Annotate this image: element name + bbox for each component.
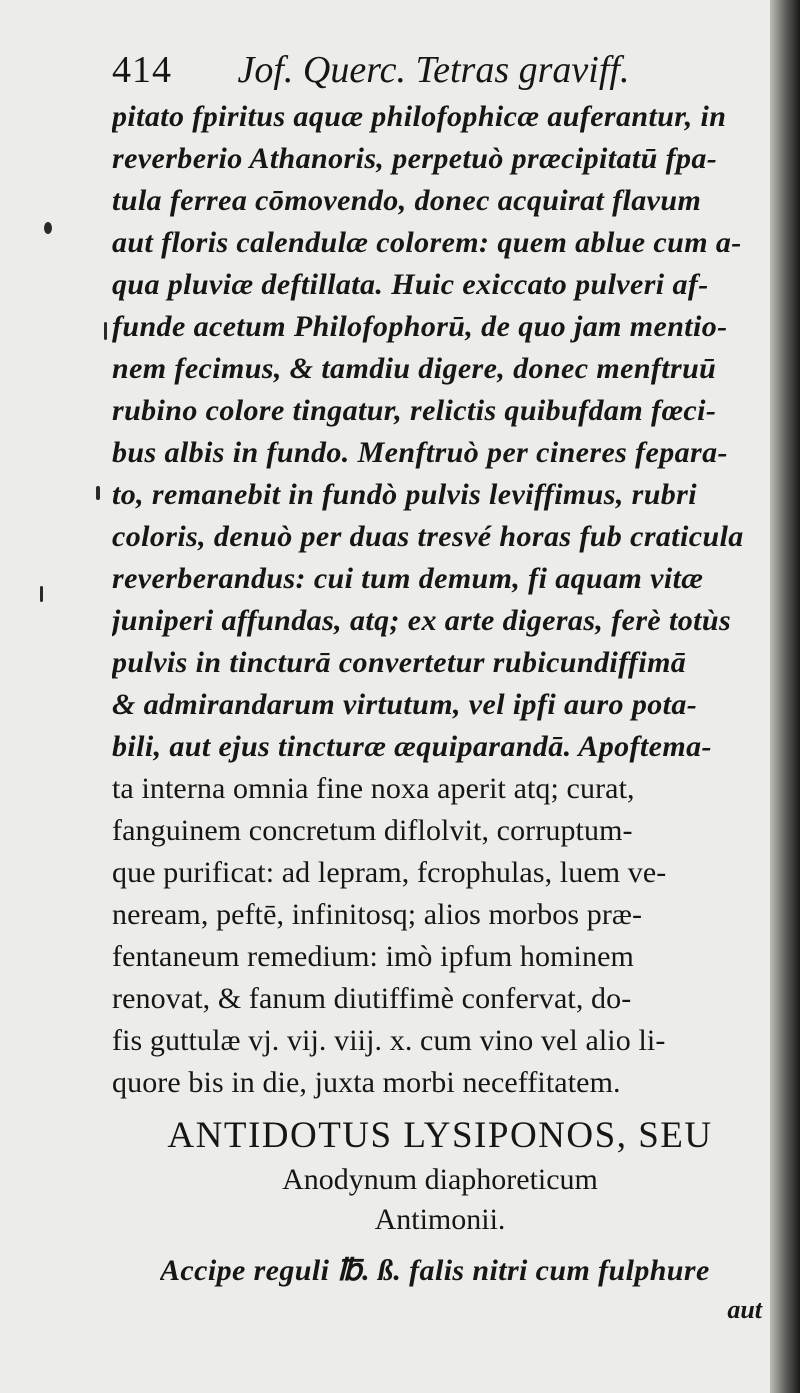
body-line: renovat, & fanum diutiffimè confervat, do- — [112, 982, 632, 1015]
section-heading — [112, 1112, 768, 1240]
section-heading-line-2: Anodynum diaphoreticum — [282, 1163, 598, 1196]
body-line: qua pluviæ deftillata. Huic exiccato pulveri af- — [112, 268, 709, 301]
body-line: fis guttulæ vj. vij. viij. x. cum vino vel alio li- — [112, 1024, 666, 1057]
recipe-line: Accipe reguli ℔. ß. falis nitri cum fulphure — [160, 1254, 710, 1287]
body-line: rubino colore tingatur, relictis quibufdam fœci- — [112, 394, 717, 427]
body-line: aut floris calendulæ colorem: quem ablue cum a- — [112, 226, 742, 259]
section-heading-line-1: ANTIDOTUS LYSIPONOS, SEU — [167, 1115, 713, 1156]
ink-speck — [96, 486, 100, 500]
body-line: fanguinem concretum diflolvit, corruptum- — [112, 814, 633, 847]
body-line: quore bis in die, juxta morbi neceffitatem. — [112, 1066, 621, 1099]
body-line: neream, peftē, infinitosq; alios morbos præ- — [112, 898, 643, 931]
ink-speck — [104, 322, 107, 340]
body-line: pulvis in tincturā convertetur rubicundiffimā — [112, 646, 687, 679]
body-line: bili, aut ejus tincturæ æquiparandā. Apoftema- — [112, 730, 712, 763]
body-line: reverberio Athanoris, perpetuò præcipitatū fpa- — [112, 142, 718, 175]
body-line: reverberandus: cui tum demum, fi aquam vitæ — [112, 562, 704, 595]
body-line: pitato fpiritus aquæ philofophicæ auferantur, in — [112, 100, 727, 133]
body-line: fentaneum remedium: imò ipfum hominem — [112, 940, 634, 973]
catchword: aut — [727, 1295, 762, 1324]
body-line: funde acetum Philofophorū, de quo jam mentio- — [112, 310, 728, 343]
recipe-text — [160, 1250, 768, 1292]
body-line: coloris, denuò per duas tresvé horas fub craticula — [112, 520, 744, 553]
body-text — [112, 96, 768, 1104]
ink-speck — [44, 222, 52, 234]
body-line: tula ferrea cōmovendo, donec acquirat flavum — [112, 184, 702, 217]
page-number: 414 — [112, 49, 172, 91]
body-line: que purificat: ad lepram, fcrophulas, luem ve- — [112, 856, 667, 889]
body-line: & admirandarum virtutum, vel ipfi auro pota- — [112, 688, 698, 721]
section-heading-line-3: Antimonii. — [374, 1203, 506, 1236]
body-line: bus albis in fundo. Menftruò per cineres fepara- — [112, 436, 728, 469]
running-title: Jof. Querc. Tetras graviff. — [237, 49, 630, 91]
body-line: nem fecimus, & tamdiu digere, donec menftruū — [112, 352, 717, 385]
body-line: to, remanebit in fundò pulvis leviffimus, rubri — [112, 478, 697, 511]
book-spine-shadow — [770, 0, 800, 1393]
ink-speck — [40, 586, 43, 602]
body-line: ta interna omnia fine noxa aperit atq; curat, — [112, 772, 635, 805]
body-line: juniperi affundas, atq; ex arte digeras, ferè totùs — [112, 604, 732, 637]
running-head — [112, 40, 632, 100]
